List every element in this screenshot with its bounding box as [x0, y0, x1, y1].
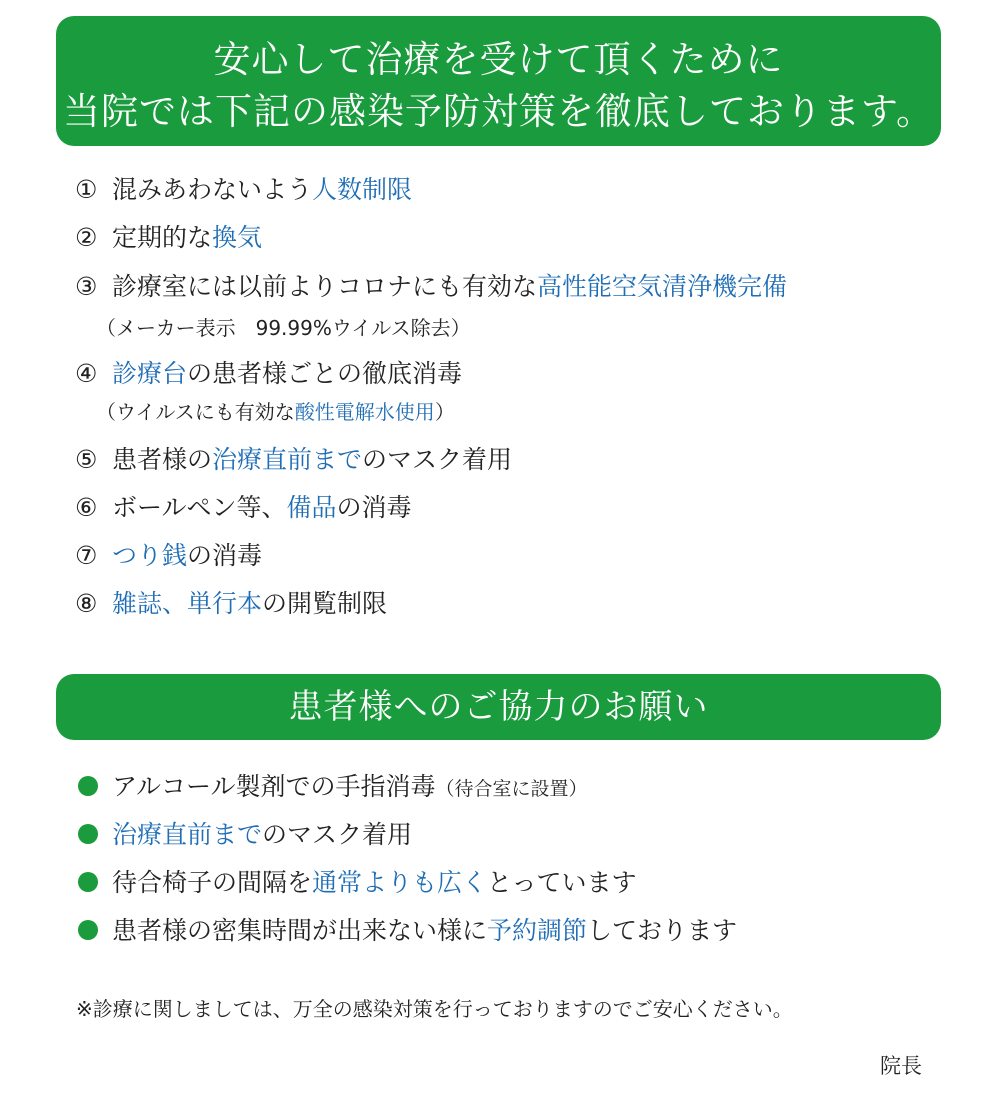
request-highlight: 予約調節	[487, 916, 588, 945]
request-item-1	[78, 770, 588, 806]
bullet-dot-icon	[78, 824, 98, 844]
measure-text: 診療室には以前よりコロナにも有効な	[112, 272, 538, 301]
measure-number: ⑧	[75, 589, 98, 618]
measure-3-note: （メーカー表示 99.99%ウイルス除去）	[96, 316, 471, 340]
signature: 院長	[880, 1054, 922, 1078]
request-item-4	[78, 914, 737, 950]
measure-text: 定期的な	[112, 223, 213, 252]
measure-number: ④	[75, 359, 98, 388]
note-text: （ウイルスにも有効な	[96, 400, 295, 424]
request-text: 患者様の密集時間が出来ない様に	[112, 916, 488, 945]
note-highlight: 酸性電解水使用	[294, 400, 435, 424]
measure-item-4	[75, 357, 462, 391]
measure-highlight: 備品	[286, 493, 337, 522]
measure-highlight: 換気	[212, 223, 263, 252]
note-text-tail: ）	[434, 400, 455, 424]
measure-highlight: 診療台	[112, 359, 188, 388]
measure-item-7	[75, 539, 262, 573]
header-banner	[56, 16, 941, 146]
measure-4-note	[96, 398, 455, 426]
measure-number: ⑥	[75, 493, 98, 522]
measure-highlight: 高性能空気清浄機完備	[537, 272, 788, 301]
request-item-2	[78, 818, 412, 854]
measure-highlight: 人数制限	[312, 175, 413, 204]
measure-text: ボールペン等、	[112, 493, 287, 522]
request-text-tail: のマスク着用	[262, 820, 413, 849]
measure-item-8	[75, 587, 387, 621]
measure-text: 患者様の	[112, 445, 213, 474]
measure-item-1	[75, 173, 412, 207]
request-text-tail: しております	[587, 916, 738, 945]
request-item-3	[78, 866, 637, 902]
footer-note: ※診療に関しましては、万全の感染対策を行っておりますのでご安心ください。	[76, 997, 793, 1021]
bullet-dot-icon	[78, 776, 98, 796]
request-small-text: （待合室に設置）	[435, 778, 588, 800]
measure-text-tail: のマスク着用	[362, 445, 513, 474]
measure-highlight: つり銭	[112, 541, 188, 570]
measure-number: ⑤	[75, 445, 98, 474]
request-highlight: 通常よりも広く	[312, 868, 488, 897]
header-line-1: 安心して治療を受けて頂くために	[213, 38, 784, 81]
measure-text-tail: の開覧制限	[262, 589, 388, 618]
cooperation-banner: 患者様へのご協力のお願い	[56, 674, 941, 740]
request-highlight: 治療直前まで	[112, 820, 263, 849]
request-text: アルコール製剤での手指消毒	[112, 772, 436, 801]
bullet-dot-icon	[78, 872, 98, 892]
measure-number: ⑦	[75, 541, 98, 570]
measure-text-tail: の消毒	[187, 541, 263, 570]
request-text-tail: とっています	[487, 868, 637, 897]
measure-text-tail: の消毒	[336, 493, 412, 522]
measure-number: ②	[75, 223, 98, 252]
measure-item-6	[75, 491, 412, 525]
measure-highlight: 雑誌、単行本	[112, 589, 263, 618]
measure-item-3	[75, 270, 787, 304]
request-text: 待合椅子の間隔を	[112, 868, 313, 897]
measure-text: 混みあわないよう	[112, 175, 313, 204]
measure-highlight: 治療直前まで	[212, 445, 363, 474]
measure-number: ①	[75, 175, 98, 204]
bullet-dot-icon	[78, 920, 98, 940]
measure-item-2	[75, 221, 262, 255]
measure-number: ③	[75, 272, 98, 301]
measure-item-5	[75, 443, 512, 477]
measure-text-tail: の患者様ごとの徹底消毒	[187, 359, 463, 388]
header-line-2: 当院では下記の感染予防対策を徹底しております。	[62, 90, 935, 133]
